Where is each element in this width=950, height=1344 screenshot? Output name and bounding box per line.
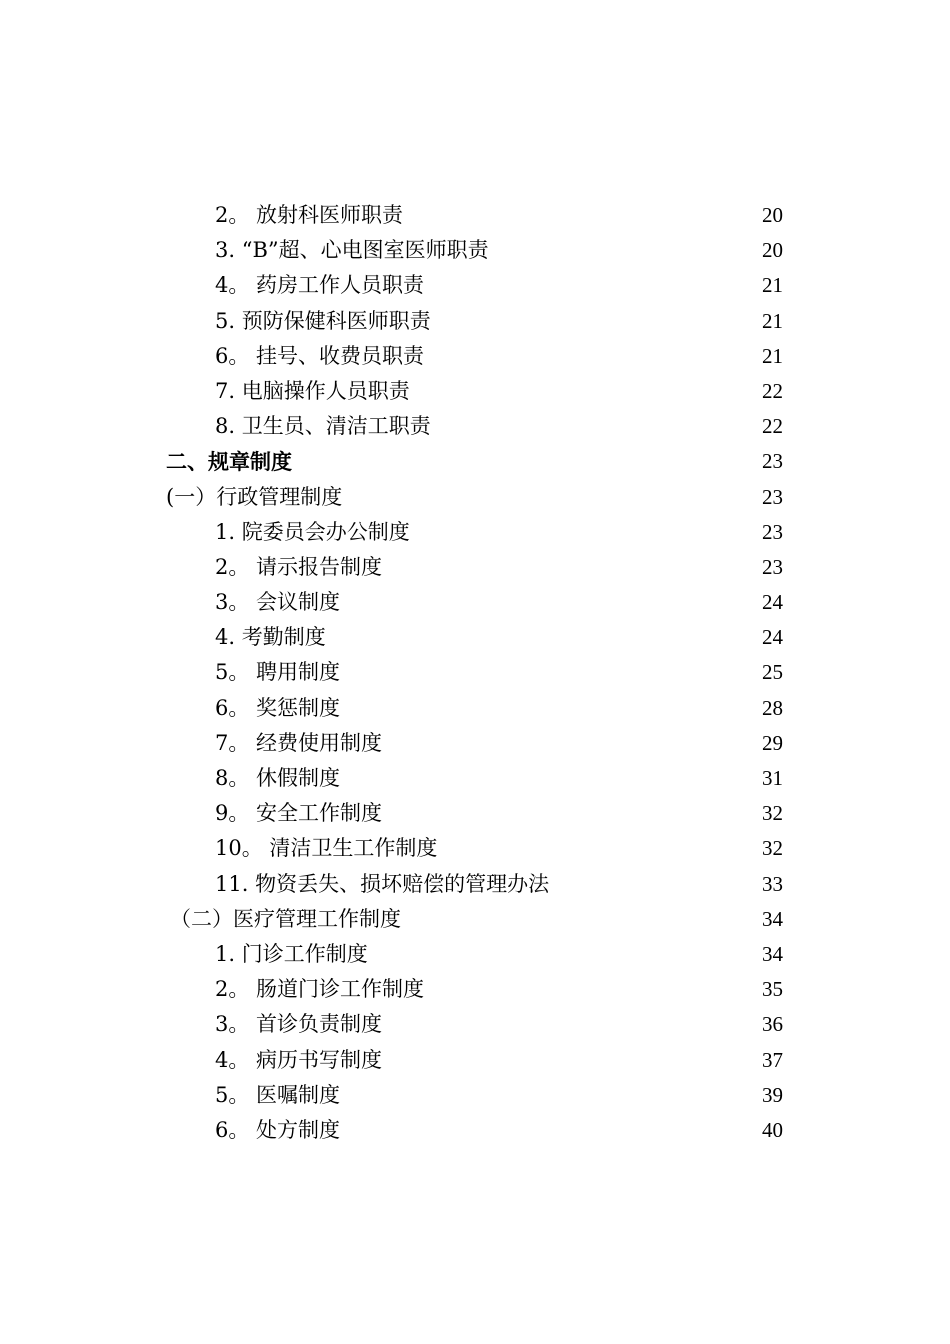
toc-entry[interactable] [0,1078,950,1113]
toc-entry-page: 21 [762,273,783,298]
toc-entry[interactable] [0,409,950,444]
toc-entry-page: 22 [762,414,783,439]
toc-entry[interactable] [0,374,950,409]
toc-entry-page: 20 [762,203,783,227]
toc-entry-title: 6。 挂号、收费员职责 [215,343,425,368]
toc-group-heading[interactable] [0,480,950,515]
toc-entry-page: 29 [762,730,783,755]
toc-group-heading[interactable] [0,902,950,937]
toc-entry-title: 1. 门诊工作制度 [215,941,368,966]
toc-entry-title: 7。 经费使用制度 [215,730,383,755]
toc-entry-title: 6。 处方制度 [215,1117,341,1142]
toc-entry[interactable] [0,761,950,796]
toc-entry-page: 31 [762,766,783,790]
toc-section-heading[interactable] [0,444,950,479]
toc-entry-page: 21 [762,308,783,333]
toc-entry[interactable] [0,198,950,233]
toc-entry[interactable] [0,304,950,339]
toc-entry-page: 22 [762,378,783,403]
toc-entry-title: 2。 放射科医师职责 [215,203,404,227]
toc-entry[interactable] [0,620,950,655]
toc-entry-title: 5. 预防保健科医师职责 [215,308,431,333]
toc-entry-page: 24 [762,590,783,615]
toc-entry[interactable] [0,1007,950,1042]
toc-entry[interactable] [0,1043,950,1078]
toc-entry[interactable] [0,1113,950,1148]
toc-entry-title: 5。 聘用制度 [215,660,341,685]
toc-entry-page: 35 [762,977,783,1002]
table-of-contents [0,198,950,1148]
toc-entry-title: 1. 院委员会办公制度 [215,519,410,544]
toc-entry-title: 5。 医嘱制度 [215,1082,341,1107]
toc-group-title: (一）行政管理制度 [166,484,343,509]
toc-group-title: （二）医疗管理工作制度 [170,906,401,931]
toc-entry-page: 23 [762,554,783,579]
toc-entry-page: 40 [762,1117,783,1142]
toc-entry-title: 4。 药房工作人员职责 [215,273,425,298]
toc-entry-page: 25 [762,660,783,685]
toc-entry-title: 9。 安全工作制度 [215,801,383,826]
toc-entry-title: 8. 卫生员、清洁工职责 [215,414,431,439]
toc-entry-page: 32 [762,801,783,826]
toc-section-title: 二、规章制度 [166,449,292,475]
toc-entry-title: 11. 物资丢失、损坏赔偿的管理办法 [215,871,550,896]
toc-entry[interactable] [0,937,950,972]
toc-entry-page: 23 [762,449,783,474]
toc-entry[interactable] [0,268,950,303]
toc-entry[interactable] [0,550,950,585]
toc-entry-title: 4。 病历书写制度 [215,1047,383,1072]
toc-entry-title: 8。 休假制度 [215,766,341,790]
toc-entry-page: 21 [762,343,783,368]
toc-entry-page: 24 [762,625,783,650]
toc-entry[interactable] [0,726,950,761]
toc-entry-page: 23 [762,519,783,544]
toc-entry[interactable] [0,831,950,866]
toc-entry-page: 34 [762,941,783,966]
toc-entry-page: 37 [762,1047,783,1072]
toc-entry-title: 7. 电脑操作人员职责 [215,378,410,403]
toc-entry-page: 28 [762,695,783,720]
toc-entry-page: 33 [762,871,783,896]
toc-entry[interactable] [0,585,950,620]
toc-entry-page: 20 [762,238,783,263]
toc-entry[interactable] [0,339,950,374]
toc-entry-title: 6。 奖惩制度 [215,695,341,720]
toc-entry[interactable] [0,691,950,726]
toc-entry-title: 2。 肠道门诊工作制度 [215,977,425,1002]
toc-entry-title: 2。 请示报告制度 [215,554,383,579]
toc-entry-page: 39 [762,1082,783,1107]
toc-entry[interactable] [0,655,950,690]
toc-entry[interactable] [0,867,950,902]
toc-entry[interactable] [0,796,950,831]
toc-entry[interactable] [0,972,950,1007]
toc-entry-title: 10。 清洁卫生工作制度 [215,836,438,861]
toc-entry-title: 4. 考勤制度 [215,625,326,650]
toc-entry-page: 23 [762,484,783,509]
toc-entry-title: 3。 会议制度 [215,590,341,615]
toc-entry[interactable] [0,515,950,550]
toc-entry-page: 34 [762,906,783,931]
toc-entry-page: 36 [762,1012,783,1037]
toc-entry[interactable] [0,233,950,268]
toc-entry-page: 32 [762,836,783,861]
toc-entry-title: 3。 首诊负责制度 [215,1012,383,1037]
toc-entry-title: 3. “B”超、心电图室医师职责 [215,238,489,263]
